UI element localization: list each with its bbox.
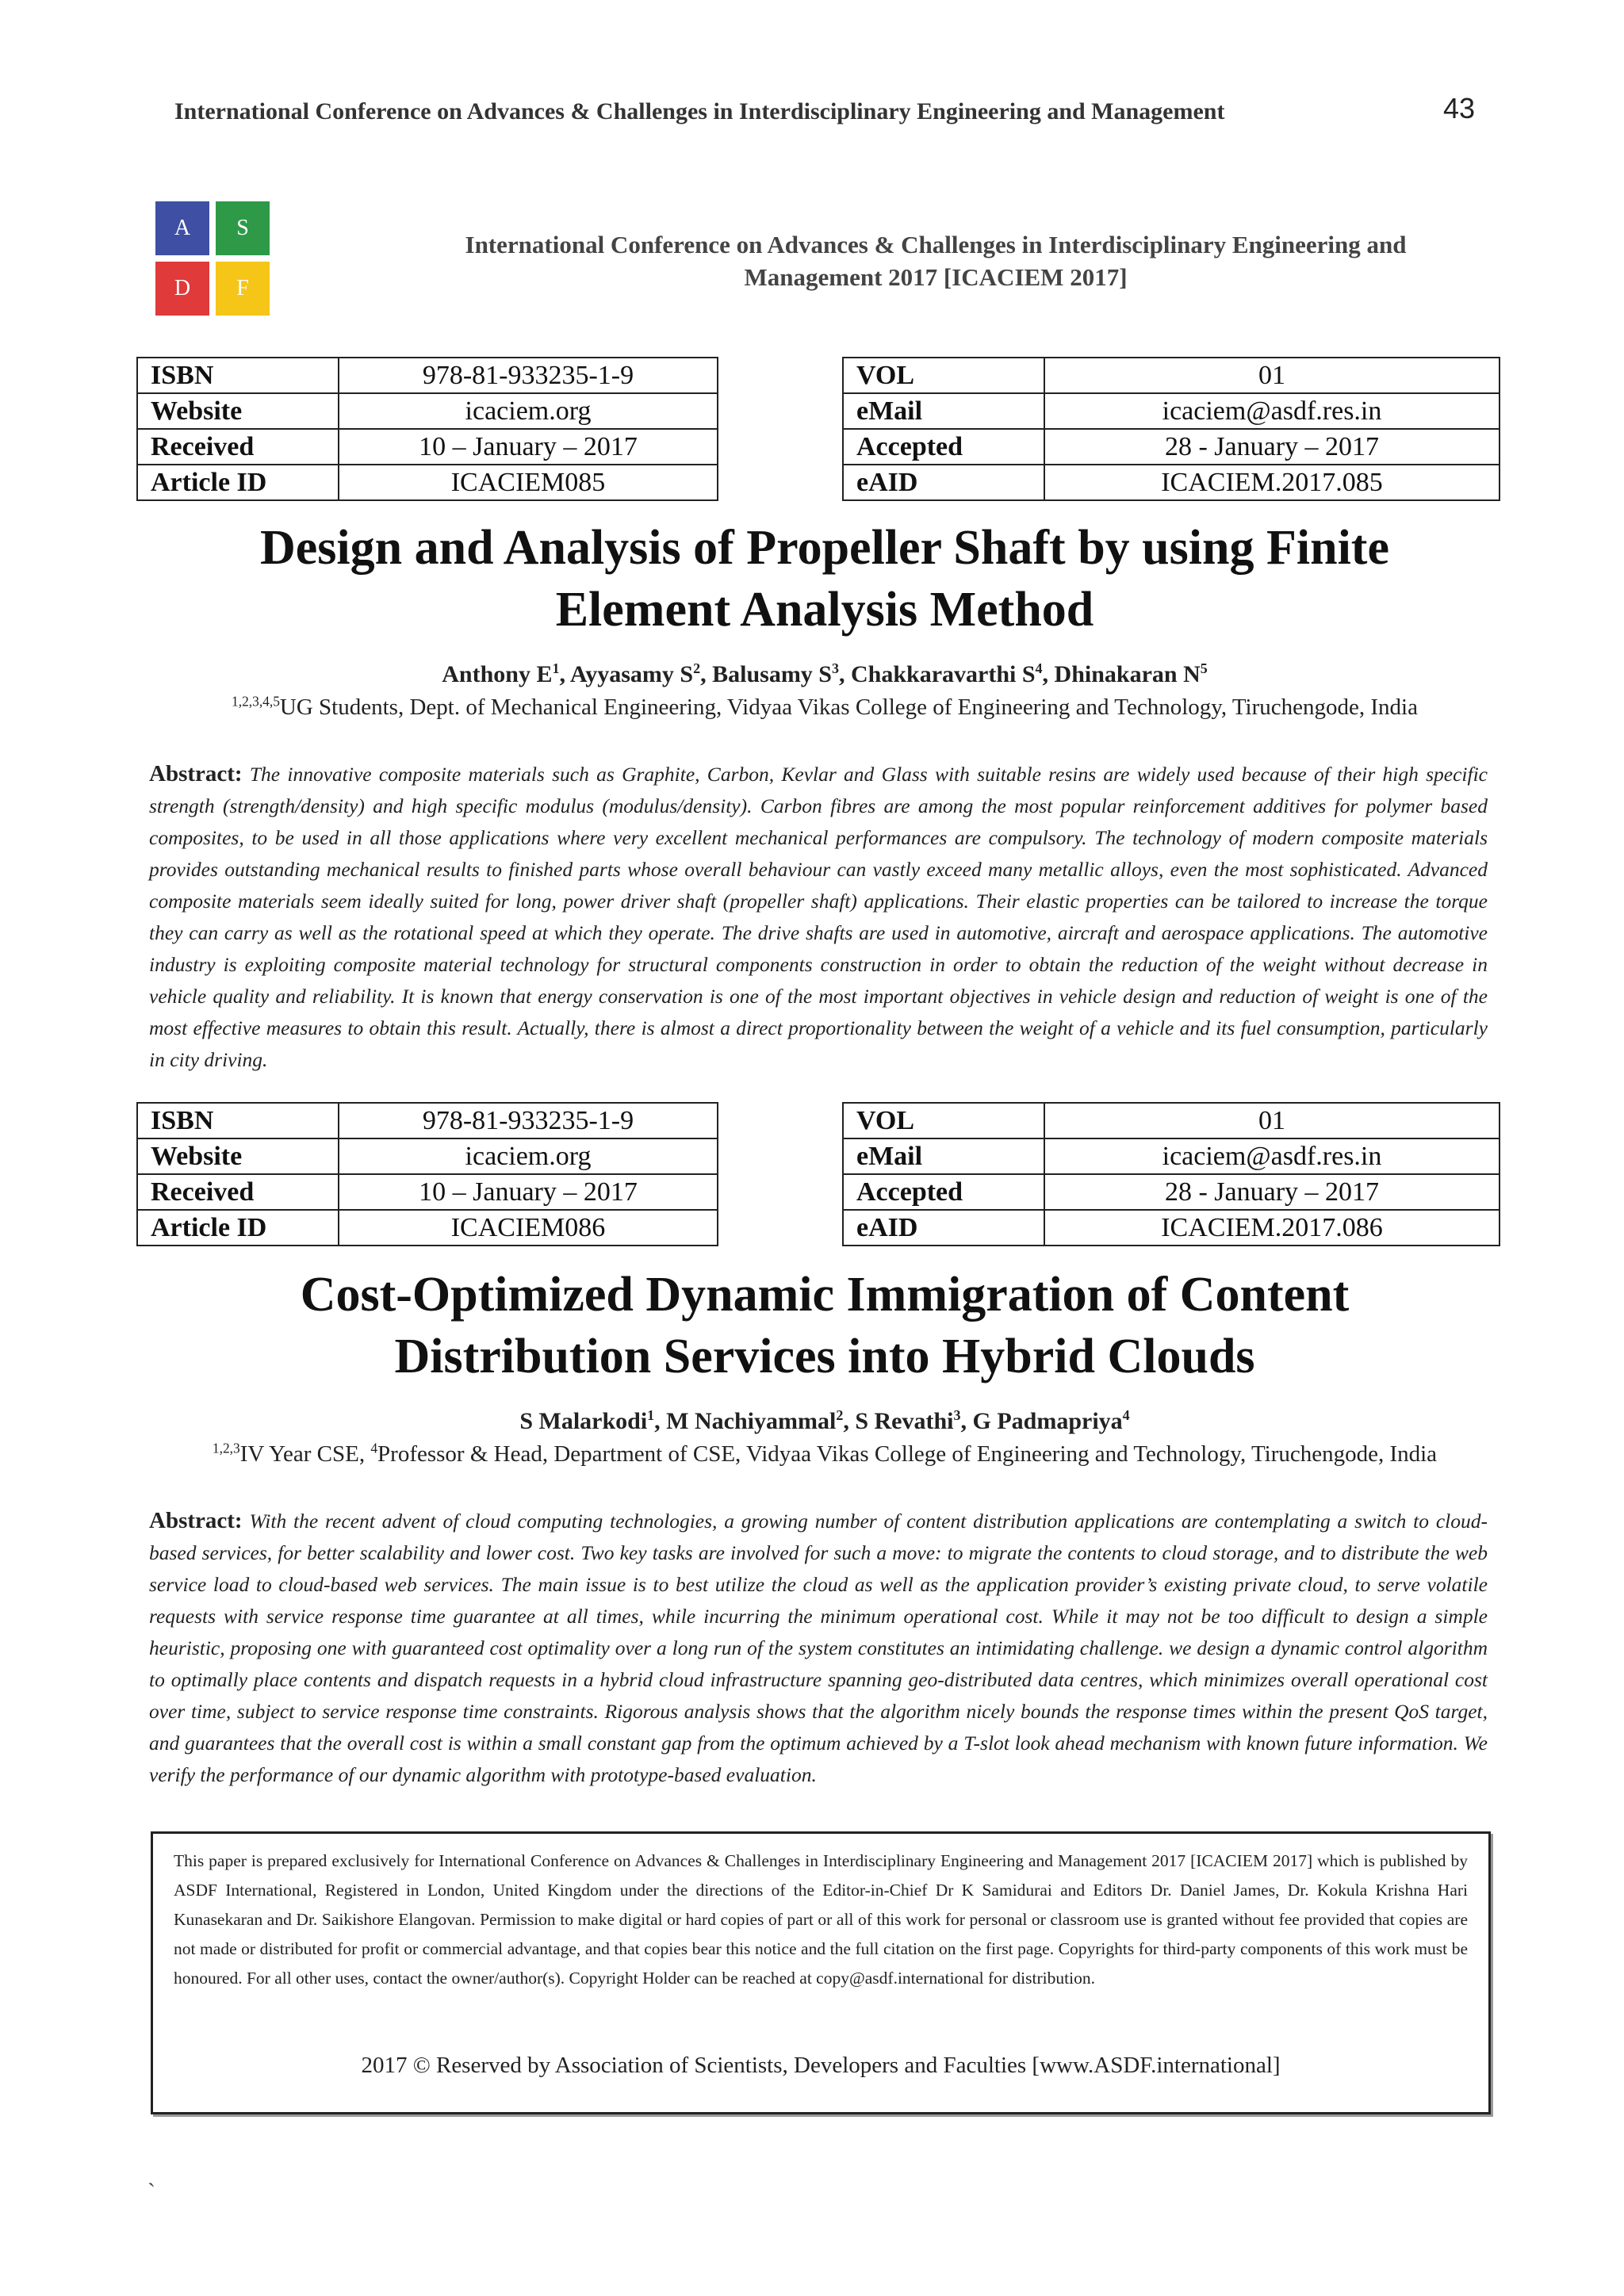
meta-value: 01 [1044, 1103, 1500, 1138]
author-sup: 2 [836, 1407, 844, 1423]
table-row [137, 1210, 718, 1246]
table-row [843, 1210, 1500, 1246]
meta-label: Accepted [843, 1174, 1044, 1210]
meta-label: Accepted [843, 429, 1044, 465]
author-sep: , [654, 1408, 667, 1434]
meta-label: ISBN [137, 1103, 339, 1138]
meta-value: 28 - January – 2017 [1044, 1174, 1500, 1210]
table-row [843, 465, 1500, 500]
meta-label: Received [137, 429, 339, 465]
meta-value: icaciem.org [339, 1138, 718, 1174]
paper1-meta-left [136, 357, 718, 501]
author-name: Dhinakaran N [1054, 661, 1201, 687]
table-row [137, 429, 718, 465]
affil-text: IV Year CSE, [239, 1441, 371, 1467]
meta-value: 978-81-933235-1-9 [339, 358, 718, 393]
conference-title-line2: Management 2017 [ICACIEM 2017] [744, 263, 1128, 291]
abstract-label: Abstract: [149, 1508, 243, 1533]
running-title: International Conference on Advances & Challenges in Interdisciplinary Engineering and Management [174, 98, 1225, 124]
paper2-abstract [149, 1505, 1488, 1791]
footer-mark: ` [147, 2179, 155, 2205]
meta-label: eAID [843, 1210, 1044, 1246]
copyright-line: 2017 © Reserved by Association of Scientists, Developers and Faculties [www.ASDF.international] [361, 2053, 1281, 2078]
running-header [174, 92, 1476, 125]
meta-label: Website [137, 393, 339, 429]
conference-title [381, 228, 1491, 293]
affil-sup: 1,2,3 [212, 1440, 240, 1456]
paper2-authors [127, 1408, 1522, 1435]
conference-title-line1: International Conference on Advances & Challenges in Interdisciplinary Engineering and [465, 231, 1407, 258]
table-row [137, 465, 718, 500]
author-sup: 2 [693, 660, 701, 676]
author-sep: , [960, 1408, 973, 1434]
logo-letter-s: S [216, 201, 270, 255]
author-name: Anthony E [442, 661, 553, 687]
table-row [137, 393, 718, 429]
paper2-title-line2: Distribution Services into Hybrid Clouds [394, 1330, 1255, 1383]
meta-label: VOL [843, 1103, 1044, 1138]
meta-label: ISBN [137, 358, 339, 393]
author-sep: , [559, 661, 570, 687]
affil-sup: 4 [370, 1440, 378, 1456]
meta-value: icaciem@asdf.res.in [1044, 1138, 1500, 1174]
logo-letter-f: F [216, 262, 270, 316]
author-name: S Malarkodi [519, 1408, 648, 1434]
meta-value: 28 - January – 2017 [1044, 429, 1500, 465]
table-row [137, 358, 718, 393]
author-sep: , [700, 661, 713, 687]
meta-label: eMail [843, 1138, 1044, 1174]
meta-value: ICACIEM.2017.085 [1044, 465, 1500, 500]
author-name: Ayyasamy S [569, 661, 694, 687]
abstract-label: Abstract: [149, 761, 243, 786]
table-row [843, 1103, 1500, 1138]
paper1-meta-right [842, 357, 1500, 501]
table-row [843, 358, 1500, 393]
author-name: S Revathi [855, 1408, 954, 1434]
affil-sup: 1,2,3,4,5 [232, 693, 280, 710]
author-sup: 4 [1122, 1407, 1130, 1423]
paper1-title-line1: Design and Analysis of Propeller Shaft by using Finite [260, 521, 1389, 575]
table-row [843, 1174, 1500, 1210]
author-sup: 1 [647, 1407, 655, 1423]
meta-label: Article ID [137, 465, 339, 500]
author-sup: 3 [953, 1407, 961, 1423]
paper1-affiliation [127, 695, 1522, 721]
paper2-meta-left [136, 1102, 718, 1246]
author-sup: 3 [832, 660, 839, 676]
table-row [137, 1174, 718, 1210]
abstract-text: With the recent advent of cloud computing technologies, a growing number of content distribution applications are contemplating a switch to cloud-based services, for better scalability and lower cost. Two key tasks are involved for such a move: to migrate the contents to cloud storage, and to distribute the web service load to cloud-based web services. The main issue is to best utilize the cloud as well as the application provider’s existing private cloud, to serve volatile requests with service response time guarantee at all times, while incurring the minimum operational cost. While it may not be too difficult to design a simple heuristic, proposing one with guaranteed cost optimality over a long run of the system constitutes an intimidating challenge. we design a dynamic control algorithm to optimally place contents and dispatch requests in a hybrid cloud infrastructure spanning geo-distributed data centres, which minimizes overall operational cost over time, subject to service response time constraints. Rigorous analysis shows that the algorithm nicely bounds the response times within the present QoS target, and guarantees that the overall cost is within a small constant gap from the optimum achieved by a T-slot look ahead mechanism with known future information. We verify the performance of our dynamic algorithm with prototype-based evaluation. [149, 1510, 1488, 1786]
logo-letter-a: A [155, 201, 209, 255]
meta-value: ICACIEM085 [339, 465, 718, 500]
notice-text: This paper is prepared exclusively for International Conference on Advances & Challenges in Interdisciplinary Engineering and Management 2017 [ICACIEM 2017] which is published by ASDF International, Registered in London, United Kingdom under the directions of the Editor-in-Chief Dr K Samidurai and Editors Dr. Daniel James, Dr. Kokula Krishna Hari Kunasekaran and Dr. Saikishore Elangovan. Permission to make digital or hard copies of part or all of this work for personal or classroom use is granted without fee provided that copies are not made or distributed for profit or commercial advantage, and that copies bear this notice and the full citation on the first page. Copyrights for third-party components of this work must be honoured. For all other uses, contact the owner/author(s). Copyright Holder can be reached at copy@asdf.international for distribution. [174, 1851, 1468, 1988]
table-row [137, 1103, 718, 1138]
author-sep: , [1042, 661, 1055, 687]
paper2-affiliation [127, 1441, 1522, 1468]
paper2-title-line1: Cost-Optimized Dynamic Immigration of Content [300, 1268, 1350, 1322]
table-row [137, 1138, 718, 1174]
author-sup: 4 [1035, 660, 1043, 676]
paper1-authors [127, 661, 1522, 688]
meta-value: icaciem@asdf.res.in [1044, 393, 1500, 429]
copyright-notice-box [151, 1831, 1491, 2114]
table-row [843, 1138, 1500, 1174]
meta-value: ICACIEM086 [339, 1210, 718, 1246]
author-name: Chakkaravarthi S [851, 661, 1036, 687]
meta-value: 10 – January – 2017 [339, 1174, 718, 1210]
meta-value: 01 [1044, 358, 1500, 393]
author-name: G Padmapriya [972, 1408, 1123, 1434]
table-row [843, 429, 1500, 465]
paper2-title [127, 1264, 1522, 1387]
author-sep: , [843, 1408, 856, 1434]
affil-text: UG Students, Dept. of Mechanical Engineering, Vidyaa Vikas College of Engineering and Technology, Tiruchengode, India [279, 695, 1418, 720]
meta-value: 10 – January – 2017 [339, 429, 718, 465]
author-name: M Nachiyammal [666, 1408, 837, 1434]
author-sup: 5 [1200, 660, 1208, 676]
table-row [843, 393, 1500, 429]
meta-label: Received [137, 1174, 339, 1210]
author-sep: , [839, 661, 851, 687]
meta-value: 978-81-933235-1-9 [339, 1103, 718, 1138]
abstract-text: The innovative composite materials such as Graphite, Carbon, Kevlar and Glass with suitable resins are widely used because of their high specific strength (strength/density) and high specific modulus (modulus/density). Carbon fibres are among the most popular reinforcement additives for polymer based composites, to be used in all those applications where very excellent mechanical performances are compulsory. The technology of modern composite materials provides outstanding mechanical results to finished parts whose overall behaviour can vastly exceed many metallic alloys, even the most sophisticated. Advanced composite materials seem ideally suited for long, power driver shaft (propeller shaft) applications. Their elastic properties can be tailored to increase the torque they can carry as well as the rotational speed at which they operate. The drive shafts are used in automotive, aircraft and aerospace applications. The automotive industry is exploiting composite material technology for structural components construction in order to obtain the reduction of the weight without decrease in vehicle quality and reliability. It is known that energy conservation is one of the most important objectives in vehicle design and reduction of weight is one of the most effective measures to obtain this result. Actually, there is almost a direct proportionality between the weight of a vehicle and its fuel consumption, particularly in city driving. [149, 763, 1488, 1071]
meta-label: Website [137, 1138, 339, 1174]
meta-label: eMail [843, 393, 1044, 429]
meta-label: VOL [843, 358, 1044, 393]
paper1-title-line2: Element Analysis Method [555, 583, 1094, 637]
author-name: Balusamy S [712, 661, 832, 687]
logo-letter-d: D [155, 262, 209, 316]
meta-label: eAID [843, 465, 1044, 500]
paper1-title [127, 517, 1522, 641]
paper1-abstract [149, 758, 1488, 1076]
paper2-meta-right [842, 1102, 1500, 1246]
meta-value: icaciem.org [339, 393, 718, 429]
asdf-logo [155, 201, 273, 319]
affil-text: Professor & Head, Department of CSE, Vidyaa Vikas College of Engineering and Technology, Tiruchengode, India [377, 1441, 1438, 1467]
meta-value: ICACIEM.2017.086 [1044, 1210, 1500, 1246]
page-number: 43 [1443, 92, 1476, 124]
author-sup: 1 [552, 660, 560, 676]
meta-label: Article ID [137, 1210, 339, 1246]
